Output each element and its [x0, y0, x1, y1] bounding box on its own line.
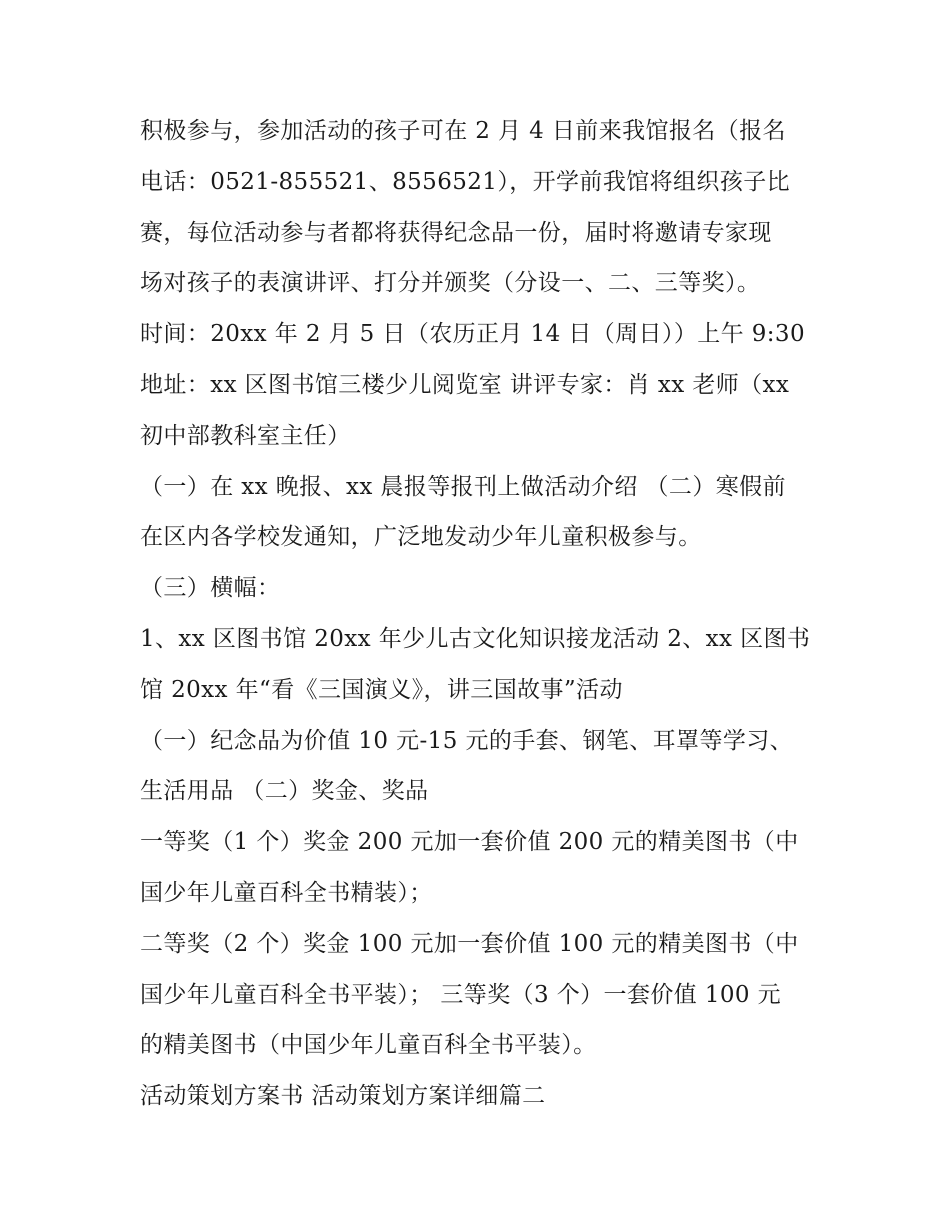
body-line: 积极参与，参加活动的孩子可在 2 月 4 日前来我馆报名（报名 [140, 118, 786, 144]
body-line: 二等奖（2 个）奖金 100 元加一套价值 100 元的精美图书（中 [140, 930, 799, 957]
body-line: 国少年儿童百科全书平装）； 三等奖（3 个）一套价值 100 元 [140, 981, 782, 1008]
body-line: 的精美图书（中国少年儿童百科全书平装）。 [140, 1032, 597, 1059]
body-line: 在区内各学校发通知，广泛地发动少年儿童积极参与。 [140, 524, 702, 551]
section-heading: 活动策划方案书 活动策划方案详细篇二 [140, 1083, 546, 1110]
body-line: 时间：20xx 年 2 月 5 日（农历正月 14 日（周日））上午 9:30 [140, 321, 805, 348]
body-line: 国少年儿童百科全书精装）； [140, 879, 433, 906]
body-line: 初中部教科室主任） [140, 422, 351, 449]
body-line: 一等奖（1 个）奖金 200 元加一套价值 200 元的精美图书（中 [140, 829, 799, 856]
body-line: 1、xx 区图书馆 20xx 年少儿古文化知识接龙活动 2、xx 区图书 [140, 625, 811, 652]
body-line: （一）纪念品为价值 10 元-15 元的手套、钢笔、耳罩等学习、 [140, 727, 794, 754]
body-line: 赛，每位活动参与者都将获得纪念品一份，届时将邀请专家现 [140, 219, 772, 246]
document-body [140, 106, 820, 1122]
body-line: 地址：xx 区图书馆三楼少儿阅览室 讲评专家：肖 xx 老师（xx [140, 371, 790, 398]
body-line: （三）横幅： [140, 575, 281, 602]
body-line: 生活用品 （二）奖金、奖品 [140, 778, 429, 805]
body-line: （一）在 xx 晚报、xx 晨报等报刊上做活动介绍 （二）寒假前 [140, 473, 786, 500]
body-line: 场对孩子的表演讲评、打分并颁奖（分设一、二、三等奖）。 [140, 270, 761, 297]
body-line: 馆 20xx 年“看《三国演义》，讲三国故事”活动 [140, 676, 623, 703]
body-line: 电话：0521-855521、8556521），开学前我馆将组织孩子比 [140, 168, 791, 195]
